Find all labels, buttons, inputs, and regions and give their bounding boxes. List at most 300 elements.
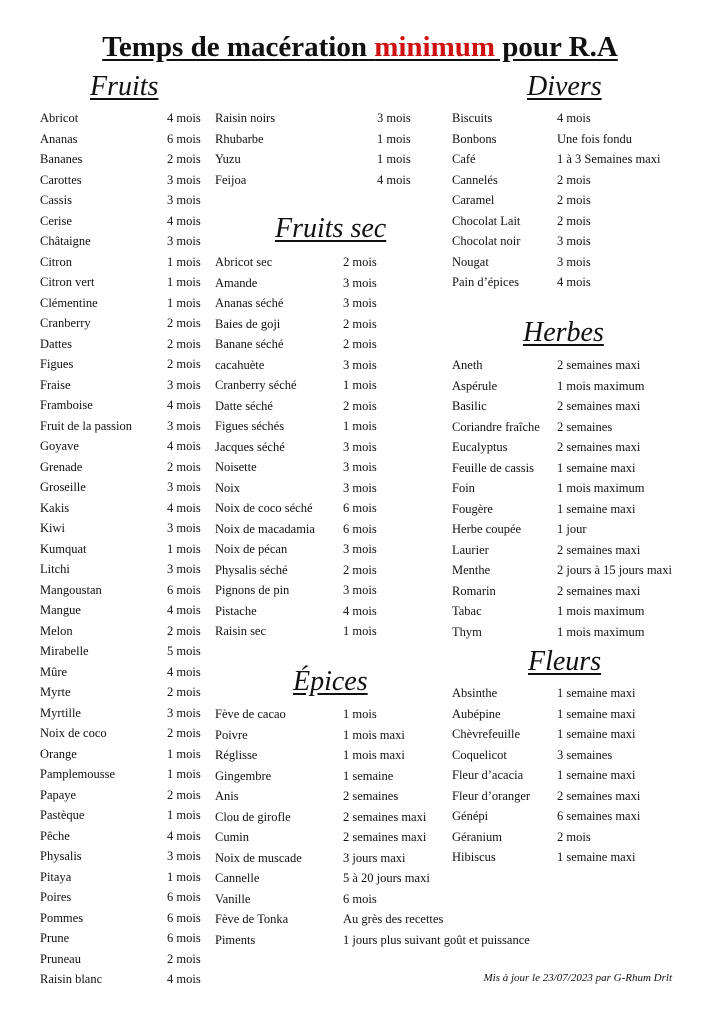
list-item [40, 846, 210, 867]
list-item [452, 108, 682, 129]
list-item [452, 211, 682, 232]
list-item [40, 928, 210, 949]
item-name: Pistache [215, 603, 257, 618]
item-name: Abricot sec [215, 255, 273, 269]
list-item [40, 723, 210, 744]
item-name: Bananes [40, 152, 83, 166]
item-name: Mangoustan [40, 582, 102, 597]
item-name: Châtaigne [40, 234, 91, 248]
item-name: Pruneau [40, 951, 81, 966]
item-name: Grenade [40, 459, 83, 474]
item-duration: 2 mois [167, 152, 201, 166]
list-item [40, 969, 210, 990]
item-duration: 2 semaines maxi [557, 583, 641, 598]
list-item [452, 581, 682, 602]
list-item [40, 785, 210, 806]
fruits-sec-list [215, 252, 395, 642]
item-name: Eucalyptus [452, 440, 508, 454]
item-duration: 2 mois [167, 726, 201, 740]
heading-fruits: Fruits [90, 71, 159, 102]
list-item [215, 498, 395, 519]
item-duration: 1 semaine maxi [557, 727, 636, 741]
list-item [40, 108, 210, 129]
item-duration: 1 mois [167, 295, 201, 310]
item-duration: 2 semaines maxi [557, 440, 641, 454]
item-duration: 1 mois [167, 254, 201, 269]
item-name: Hibiscus [452, 850, 496, 864]
item-name: Cranberry séché [215, 378, 297, 392]
list-item [215, 539, 395, 560]
list-item [452, 704, 682, 725]
item-duration: 1 mois [377, 152, 411, 166]
list-item [215, 519, 395, 540]
item-duration: 1 mois [343, 419, 377, 433]
item-name: Myrtille [40, 705, 81, 720]
item-duration: 6 mois [343, 521, 377, 536]
item-name: Romarin [452, 583, 496, 598]
list-item [215, 273, 395, 294]
item-name: Groseille [40, 480, 86, 494]
list-item [40, 580, 210, 601]
item-duration: 4 mois [167, 398, 201, 412]
item-duration: 1 mois [343, 624, 377, 638]
item-duration: 2 semaines [557, 419, 613, 434]
item-name: Figues séchés [215, 419, 285, 433]
title-highlight: minimum [374, 31, 496, 63]
list-item [452, 806, 682, 827]
list-item [215, 293, 395, 314]
list-item [215, 170, 420, 191]
list-item [40, 559, 210, 580]
item-duration: 2 mois [167, 685, 201, 699]
item-duration: 2 mois [167, 336, 201, 351]
item-duration: 3 mois [377, 111, 411, 125]
list-item [40, 334, 210, 355]
list-item [452, 847, 682, 868]
heading-epices: Épices [293, 666, 368, 697]
item-name: Basilic [452, 399, 487, 413]
list-item [215, 416, 395, 437]
list-item [40, 641, 210, 662]
heading-herbes: Herbes [523, 317, 604, 348]
list-item [40, 190, 210, 211]
item-duration: 3 mois [167, 418, 201, 433]
item-duration: 1 mois maxi [343, 727, 405, 742]
list-item [40, 272, 210, 293]
list-item [40, 436, 210, 457]
item-duration: 3 mois [343, 542, 377, 556]
list-item [40, 149, 210, 170]
list-item [40, 744, 210, 765]
item-name: Pitaya [40, 869, 72, 884]
item-duration: 2 semaines maxi [557, 788, 641, 803]
list-item [452, 355, 682, 376]
item-duration: 3 mois [167, 172, 201, 187]
list-item [215, 457, 395, 478]
list-item [215, 478, 395, 499]
list-item [452, 190, 682, 211]
page-title [0, 28, 720, 66]
list-item [452, 622, 682, 643]
item-duration: 3 mois [343, 439, 377, 454]
item-name: Dattes [40, 336, 72, 351]
list-item [40, 621, 210, 642]
list-item [452, 417, 682, 438]
list-item [452, 478, 682, 499]
item-name: Aspérule [452, 378, 498, 393]
item-duration: 2 semaines maxi [557, 399, 641, 413]
list-item [452, 376, 682, 397]
item-duration: 6 semaines maxi [557, 809, 641, 823]
item-name: Cerise [40, 213, 72, 228]
list-item [215, 314, 395, 335]
item-name: Poires [40, 890, 72, 904]
item-duration: 3 mois [343, 460, 377, 474]
list-item [40, 600, 210, 621]
item-duration: 1 mois maximum [557, 378, 645, 393]
list-item [215, 621, 395, 642]
item-duration: 3 mois [167, 377, 201, 392]
item-name: Mûre [40, 664, 68, 679]
item-duration: 2 mois [167, 951, 201, 966]
list-item [452, 499, 682, 520]
item-duration: 2 mois [343, 398, 377, 413]
list-item [215, 560, 395, 581]
item-name: Ananas séché [215, 296, 284, 310]
list-item [215, 149, 420, 170]
item-duration: 4 mois [343, 603, 377, 618]
item-name: Citron vert [40, 275, 95, 289]
item-duration: 2 mois [557, 172, 591, 187]
item-duration: 2 mois [343, 316, 377, 331]
item-name: Jacques séché [215, 439, 285, 454]
item-duration: 1 mois [167, 541, 201, 556]
item-duration: 1 semaine maxi [557, 706, 636, 721]
item-name: Prune [40, 931, 70, 945]
title-suffix: pour R.A [495, 31, 618, 63]
item-name: Fleur d’oranger [452, 788, 531, 803]
item-duration: 6 mois [167, 131, 201, 146]
item-duration: 3 mois [167, 480, 201, 494]
list-item [452, 745, 682, 766]
item-duration: 2 mois [167, 316, 201, 330]
item-duration: 1 jours plus suivant goût et puissance [343, 932, 530, 947]
item-name: Litchi [40, 562, 70, 576]
item-name: Amande [215, 275, 258, 290]
item-duration: 4 mois [377, 172, 411, 187]
item-duration: 4 mois [167, 603, 201, 617]
item-name: Piments [215, 932, 256, 947]
item-name: Rhubarbe [215, 131, 264, 146]
item-duration: 2 mois [343, 562, 377, 577]
item-duration: 3 mois [343, 583, 377, 597]
list-item [215, 355, 395, 376]
list-item [215, 252, 395, 273]
item-name: Chèvrefeuille [452, 727, 521, 741]
item-name: Citron [40, 254, 72, 269]
item-name: Abricot [40, 111, 79, 125]
item-name: Figues [40, 357, 74, 371]
item-name: Cannelés [452, 172, 498, 187]
item-name: Datte séché [215, 398, 273, 413]
item-duration: 3 mois [167, 193, 201, 207]
item-name: Clou de girofle [215, 809, 291, 824]
item-duration: 1 mois [167, 767, 201, 781]
item-name: Café [452, 152, 476, 166]
item-name: Orange [40, 746, 77, 761]
list-item [40, 170, 210, 191]
list-item [452, 724, 682, 745]
item-name: Raisin blanc [40, 972, 103, 986]
item-name: Baies de goji [215, 316, 281, 331]
item-name: Gingembre [215, 768, 272, 783]
item-name: Biscuits [452, 111, 493, 125]
item-duration: 3 mois [343, 275, 377, 290]
item-duration: 2 mois [167, 459, 201, 474]
item-name: Raisin sec [215, 624, 267, 638]
item-name: Pommes [40, 910, 84, 925]
item-name: Caramel [452, 193, 495, 207]
list-item [215, 437, 395, 458]
divers-list [452, 108, 682, 293]
list-item [215, 129, 420, 150]
list-item [40, 252, 210, 273]
item-duration: 2 semaines maxi [343, 830, 427, 844]
item-name: Feuille de cassis [452, 460, 534, 475]
item-name: Fève de Tonka [215, 912, 289, 926]
list-item [40, 231, 210, 252]
list-item [40, 395, 210, 416]
list-item [40, 313, 210, 334]
item-name: Aneth [452, 358, 483, 372]
list-item [40, 293, 210, 314]
list-item [40, 416, 210, 437]
list-item [40, 498, 210, 519]
item-name: Vanille [215, 891, 251, 906]
list-item [452, 786, 682, 807]
heading-fleurs: Fleurs [528, 646, 602, 677]
item-name: Cumin [215, 830, 250, 844]
list-item [452, 540, 682, 561]
item-duration: 6 mois [167, 910, 201, 925]
item-name: Bonbons [452, 131, 497, 146]
item-name: cacahuète [215, 357, 265, 372]
list-item [452, 252, 682, 273]
item-duration: 4 mois [167, 500, 201, 515]
item-name: Kiwi [40, 521, 65, 535]
item-name: Kakis [40, 500, 70, 515]
list-item [40, 539, 210, 560]
item-duration: 2 mois [343, 337, 377, 351]
list-item [452, 560, 682, 581]
item-name: Ananas [40, 131, 78, 146]
item-duration: 3 mois [167, 234, 201, 248]
item-name: Fruit de la passion [40, 418, 133, 433]
list-item [40, 129, 210, 150]
item-duration: 3 mois [167, 562, 201, 576]
item-name: Pastèque [40, 808, 85, 822]
item-name: Feijoa [215, 172, 247, 187]
item-duration: 2 semaines maxi [343, 809, 427, 824]
item-name: Aubépine [452, 706, 501, 721]
fruits-list [40, 108, 210, 990]
list-item [452, 683, 682, 704]
item-name: Chocolat Lait [452, 213, 521, 228]
fruits-list-continued [215, 108, 420, 190]
item-name: Foin [452, 481, 475, 495]
list-item [452, 170, 682, 191]
item-name: Pêche [40, 828, 70, 843]
item-duration: 1 mois maximum [557, 481, 645, 495]
item-name: Cranberry [40, 316, 91, 330]
list-item [452, 458, 682, 479]
item-name: Noix [215, 480, 240, 495]
item-duration: 3 mois [557, 234, 591, 248]
item-duration: 2 mois [167, 357, 201, 371]
item-name: Noix de coco séché [215, 501, 313, 515]
item-duration: 3 mois [167, 521, 201, 535]
item-duration: 4 mois [167, 972, 201, 986]
item-name: Kumquat [40, 541, 87, 556]
list-item [40, 949, 210, 970]
item-name: Pamplemousse [40, 767, 115, 781]
item-name: Yuzu [215, 152, 241, 166]
item-duration: 6 mois [343, 501, 377, 515]
item-name: Coriandre fraîche [452, 419, 540, 434]
item-name: Banane séché [215, 337, 284, 351]
item-name: Fougère [452, 501, 493, 516]
item-name: Nougat [452, 254, 489, 269]
item-duration: 1 mois [167, 746, 201, 761]
item-duration: 4 mois [167, 111, 201, 125]
list-item [215, 889, 555, 910]
item-duration: 1 semaine maxi [557, 501, 636, 516]
list-item [40, 908, 210, 929]
item-duration: 3 semaines [557, 747, 613, 762]
item-duration: 1 mois [343, 707, 377, 721]
item-name: Herbe coupée [452, 522, 522, 536]
item-name: Menthe [452, 563, 491, 577]
list-item [40, 477, 210, 498]
item-duration: 1 mois [377, 131, 411, 146]
item-duration: 2 semaines maxi [557, 542, 641, 557]
item-duration: 1 jour [557, 522, 587, 536]
item-name: Physalis [40, 849, 82, 863]
item-duration: 3 mois [343, 296, 377, 310]
list-item [452, 827, 682, 848]
list-item [215, 601, 395, 622]
item-name: Laurier [452, 542, 489, 557]
item-duration: 3 mois [167, 705, 201, 720]
item-name: Noix de pécan [215, 542, 288, 556]
list-item [452, 601, 682, 622]
list-item [452, 149, 682, 170]
item-duration: 1 semaine maxi [557, 768, 636, 782]
item-name: Mangue [40, 603, 81, 617]
heading-fruits-sec: Fruits sec [275, 213, 387, 244]
list-item [452, 519, 682, 540]
item-duration: 5 à 20 jours maxi [343, 871, 430, 885]
item-duration: 4 mois [167, 213, 201, 228]
item-duration: Au grès des recettes [343, 912, 444, 926]
item-duration: 3 jours maxi [343, 850, 406, 865]
item-duration: 2 semaines maxi [557, 358, 641, 372]
item-name: Noix de coco [40, 726, 107, 740]
item-duration: 1 mois [167, 869, 201, 884]
footer-note: Mis à jour le 23/07/2023 par G-Rhum Drlt [483, 972, 672, 984]
list-item [40, 662, 210, 683]
list-item [452, 765, 682, 786]
list-item [215, 930, 555, 951]
list-item [40, 764, 210, 785]
list-item [40, 826, 210, 847]
list-item [215, 334, 395, 355]
item-duration: 2 mois [343, 255, 377, 269]
item-duration: 3 mois [167, 849, 201, 863]
list-item [215, 396, 395, 417]
item-duration: 1 mois [343, 378, 377, 392]
list-item [40, 211, 210, 232]
item-name: Mirabelle [40, 644, 89, 658]
item-name: Anis [215, 789, 239, 803]
item-name: Thym [452, 624, 482, 639]
item-duration: 6 mois [343, 891, 377, 906]
item-name: Noix de muscade [215, 850, 302, 865]
item-name: Cassis [40, 193, 72, 207]
item-duration: 6 mois [167, 890, 201, 904]
fleurs-list [452, 683, 682, 868]
list-item [40, 518, 210, 539]
list-item [452, 129, 682, 150]
item-duration: 1 mois [167, 275, 201, 289]
item-duration: 1 mois maxi [343, 748, 405, 762]
item-name: Fraise [40, 377, 71, 392]
heading-divers: Divers [527, 71, 602, 102]
list-item [215, 108, 420, 129]
item-name: Géranium [452, 829, 502, 844]
list-item [215, 868, 555, 889]
list-item [452, 231, 682, 252]
item-name: Noisette [215, 460, 257, 474]
item-name: Noix de macadamia [215, 521, 315, 536]
item-duration: Une fois fondu [557, 131, 632, 146]
item-name: Clémentine [40, 295, 98, 310]
list-item [40, 375, 210, 396]
item-name: Papaye [40, 787, 77, 802]
item-duration: 6 mois [167, 582, 201, 597]
item-name: Chocolat noir [452, 234, 521, 248]
item-duration: 2 mois [557, 213, 591, 228]
item-duration: 3 mois [343, 480, 377, 495]
item-name: Melon [40, 623, 73, 638]
list-item [215, 909, 555, 930]
item-duration: 1 mois [167, 808, 201, 822]
list-item [40, 354, 210, 375]
item-duration: 1 semaine maxi [557, 850, 636, 864]
item-name: Carottes [40, 172, 82, 187]
item-duration: 2 mois [167, 787, 201, 802]
herbes-list [452, 355, 682, 642]
list-item [40, 887, 210, 908]
list-item [40, 457, 210, 478]
item-duration: 4 mois [167, 439, 201, 453]
item-duration: 1 mois maximum [557, 604, 645, 618]
item-name: Physalis séché [215, 562, 288, 577]
item-name: Génépi [452, 809, 489, 823]
item-duration: 4 mois [557, 275, 591, 289]
item-name: Poivre [215, 727, 248, 742]
item-duration: 2 mois [167, 623, 201, 638]
